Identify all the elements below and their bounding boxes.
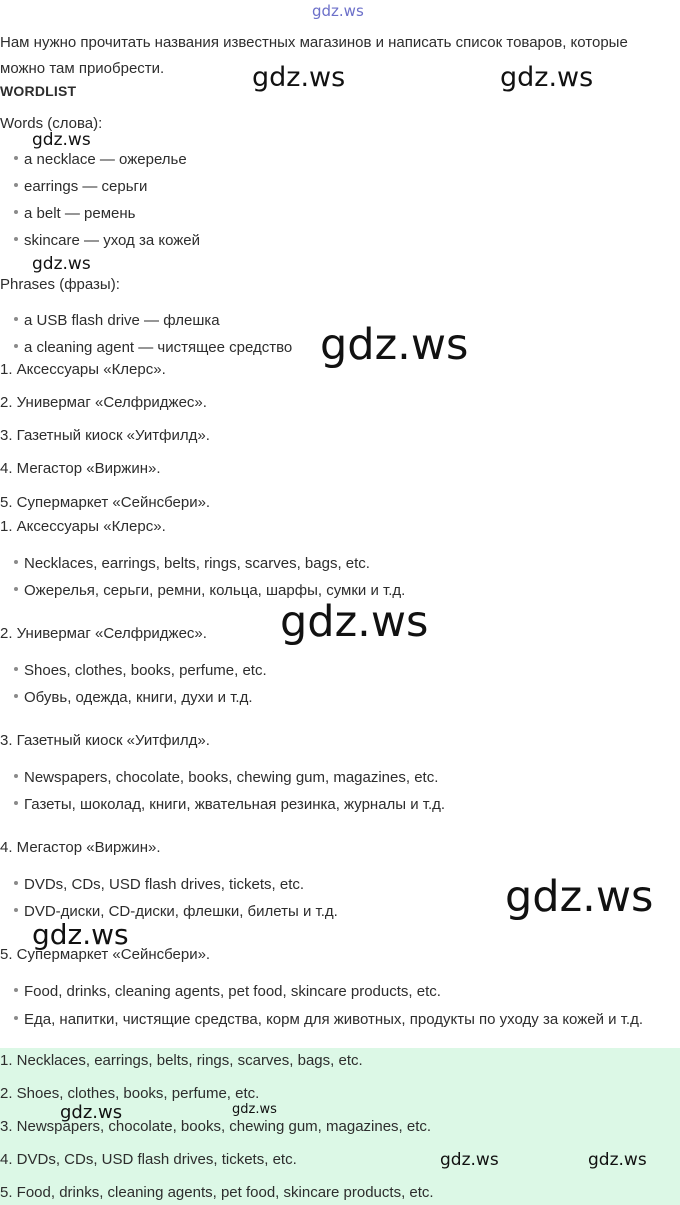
wordlist-heading: WORDLIST — [0, 83, 77, 99]
watermark: gdz.ws — [280, 597, 429, 647]
list-item — [14, 662, 267, 680]
bullet-dot — [14, 344, 18, 348]
bullet-dot — [14, 774, 18, 778]
bullet-dot — [14, 210, 18, 214]
watermark: gdz.ws — [440, 1150, 499, 1170]
watermark: gdz.ws — [500, 62, 594, 93]
bullet-dot — [14, 881, 18, 885]
bullet-dot — [14, 908, 18, 912]
detail-ru: Еда, напитки, чистящие средства, корм для животных, продукты по уходу за кожей и т.д. — [24, 1011, 643, 1028]
bullet-dot — [14, 694, 18, 698]
list-item — [14, 178, 147, 196]
phrase-item: a cleaning agent — чистящее средство — [24, 339, 293, 356]
watermark: gdz.ws — [505, 872, 654, 922]
shop-line: 5. Супермаркет «Сейнсбери». — [0, 494, 211, 511]
detail-shop: 2. Универмаг «Селфриджес». — [0, 625, 207, 642]
bullet-dot — [14, 560, 18, 564]
watermark: gdz.ws — [588, 1150, 647, 1170]
detail-en: Necklaces, earrings, belts, rings, scarves, bags, etc. — [24, 555, 370, 572]
list-item — [14, 1010, 674, 1030]
bullet-dot — [14, 667, 18, 671]
list-item — [14, 555, 370, 573]
watermark: gdz.ws — [60, 1102, 123, 1123]
list-item — [14, 312, 220, 330]
detail-shop: 4. Мегастор «Виржин». — [0, 839, 161, 856]
detail-ru: Газеты, шоколад, книги, жвательная резинка, журналы и т.д. — [24, 796, 446, 813]
intro-text: Нам нужно прочитать названия известных магазинов и написать список товаров, которые можно там приобрести. — [0, 34, 628, 77]
list-item — [14, 769, 438, 787]
shop-line: 3. Газетный киоск «Уитфилд». — [0, 427, 210, 444]
answer-line: 2. Shoes, clothes, books, perfume, etc. — [0, 1085, 260, 1102]
detail-shop: 1. Аксессуары «Клерс». — [0, 518, 166, 535]
detail-ru: Обувь, одежда, книги, духи и т.д. — [24, 689, 253, 706]
watermark: gdz.ws — [32, 918, 129, 951]
list-item — [14, 983, 441, 1001]
shop-line: 4. Мегастор «Виржин». — [0, 460, 161, 477]
detail-shop: 3. Газетный киоск «Уитфилд». — [0, 732, 210, 749]
bullet-dot — [14, 156, 18, 160]
list-item — [14, 205, 135, 223]
phrases-heading: Phrases (фразы): — [0, 276, 120, 293]
watermark: gdz.ws — [320, 320, 469, 370]
answer-line: 5. Food, drinks, cleaning agents, pet food, skincare products, etc. — [0, 1184, 434, 1201]
phrase-item: a USB flash drive — флешка — [24, 312, 220, 329]
shop-line: 2. Универмаг «Селфриджес». — [0, 394, 207, 411]
detail-shop: 5. Супермаркет «Сейнсбери». — [0, 946, 211, 963]
answer-line: 3. Newspapers, chocolate, books, chewing gum, magazines, etc. — [0, 1118, 432, 1135]
answer-line: 1. Necklaces, earrings, belts, rings, scarves, bags, etc. — [0, 1052, 363, 1069]
list-item — [14, 232, 200, 250]
bullet-dot — [14, 988, 18, 992]
list-item — [14, 796, 445, 814]
detail-en: Food, drinks, cleaning agents, pet food, skincare products, etc. — [24, 983, 441, 1000]
shop-line: 1. Аксессуары «Клерс». — [0, 361, 166, 378]
word-item: a necklace — ожерелье — [24, 151, 187, 168]
bullet-dot — [14, 237, 18, 241]
word-item: skincare — уход за кожей — [24, 232, 201, 249]
detail-ru: Ожерелья, серьги, ремни, кольца, шарфы, сумки и т.д. — [24, 582, 406, 599]
detail-ru: DVD-диски, CD-диски, флешки, билеты и т.д. — [24, 903, 338, 920]
bullet-dot — [14, 801, 18, 805]
answer-line: 4. DVDs, CDs, USD flash drives, tickets, etc. — [0, 1151, 297, 1168]
list-item — [14, 151, 187, 169]
watermark: gdz.ws — [32, 254, 91, 274]
bullet-dot — [14, 317, 18, 321]
word-item: earrings — серьги — [24, 178, 148, 195]
watermark: gdz.ws — [232, 1102, 277, 1117]
detail-en: DVDs, CDs, USD flash drives, tickets, etc. — [24, 876, 305, 893]
words-heading: Words (слова): — [0, 115, 103, 132]
bullet-dot — [14, 183, 18, 187]
detail-en: Newspapers, chocolate, books, chewing gum, magazines, etc. — [24, 769, 439, 786]
bullet-dot — [14, 587, 18, 591]
watermark-top: gdz.ws — [312, 2, 364, 20]
watermark: gdz.ws — [252, 62, 346, 93]
list-item — [14, 876, 304, 894]
list-item — [14, 689, 253, 707]
detail-en: Shoes, clothes, books, perfume, etc. — [24, 662, 267, 679]
bullet-dot — [14, 1016, 18, 1020]
list-item — [14, 339, 292, 357]
watermark: gdz.ws — [32, 130, 91, 150]
word-item: a belt — ремень — [24, 205, 136, 222]
